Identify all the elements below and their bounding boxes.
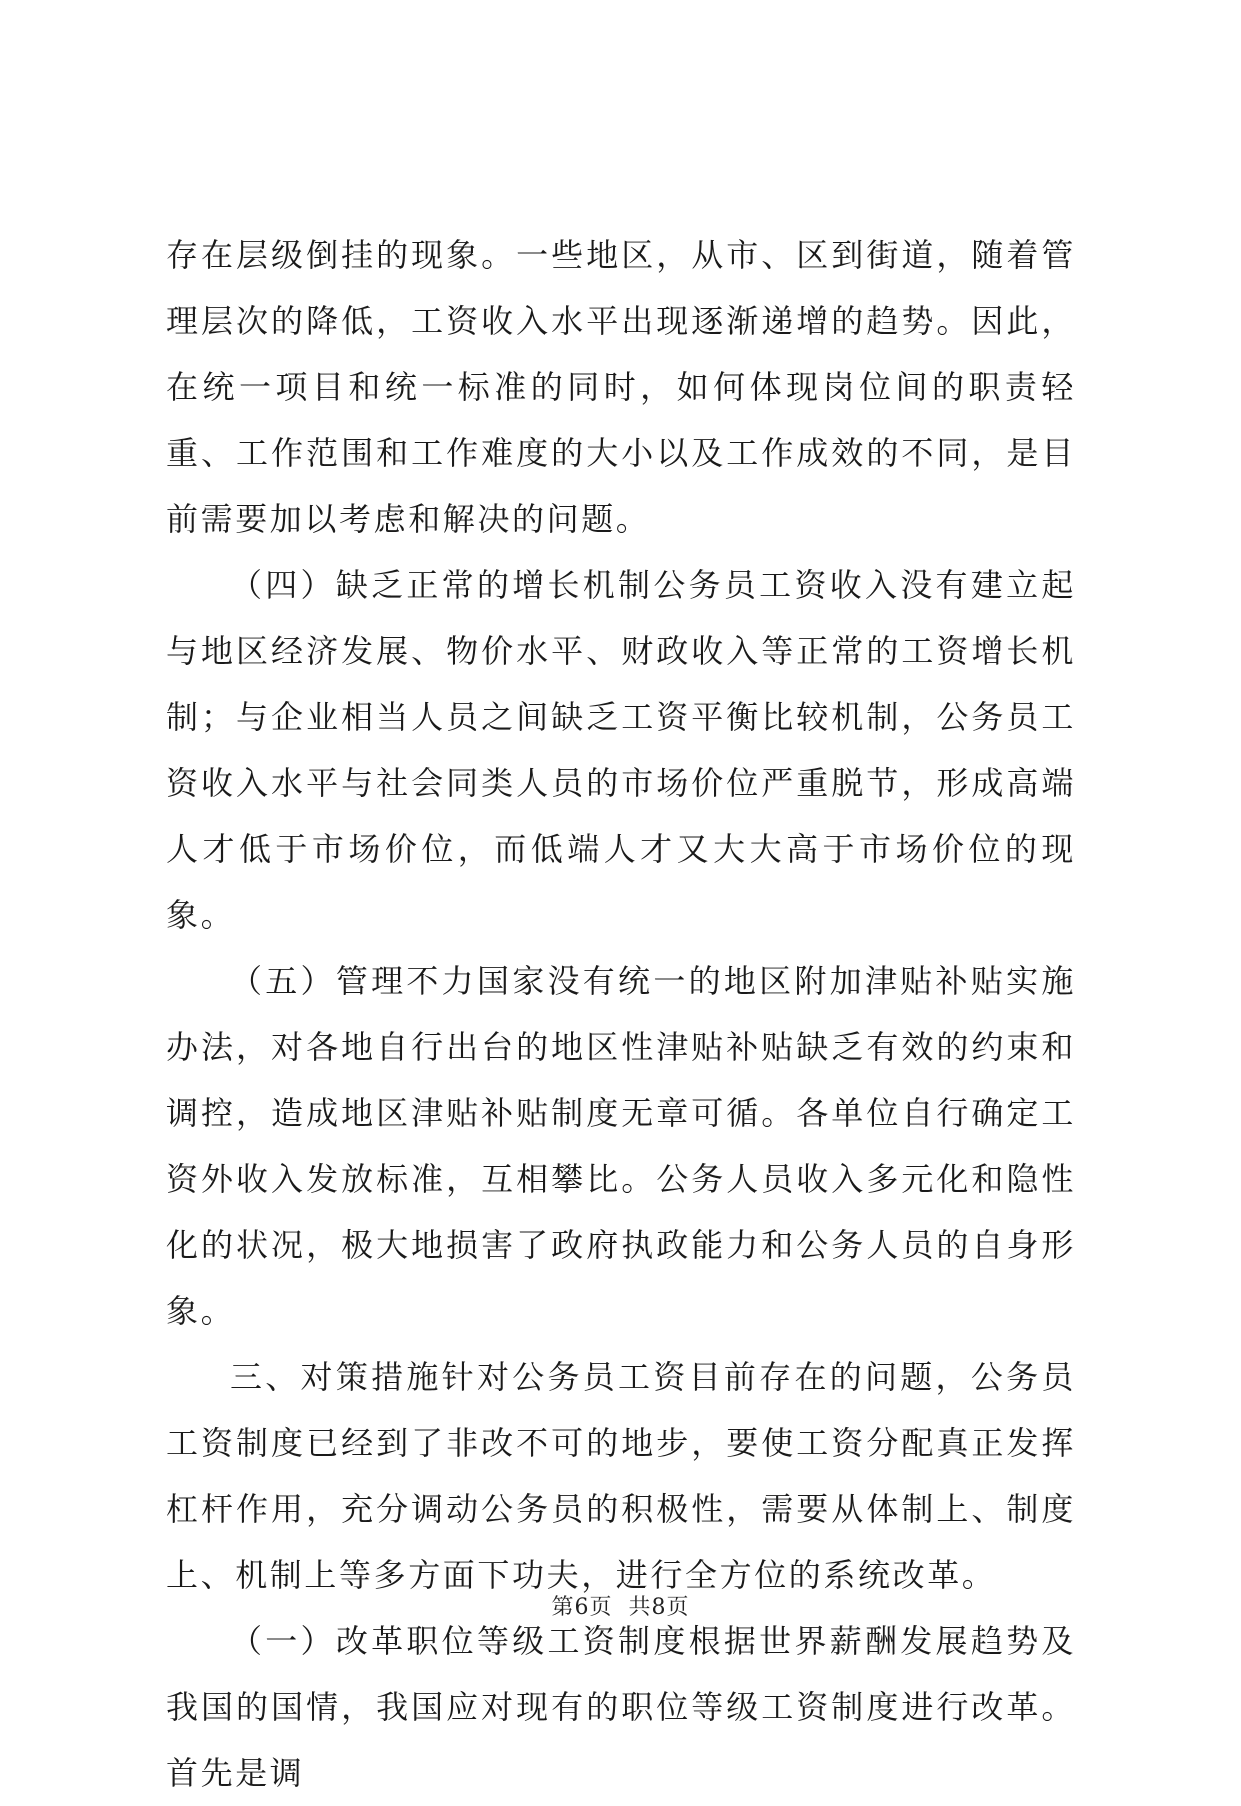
paragraph-1: 存在层级倒挂的现象。一些地区，从市、区到街道，随着管理层次的降低，工资收入水平出现逐渐递增的趋势。因此，在统一项目和统一标准的同时，如何体现岗位间的职责轻重、工作范围和工作难度的大小以及工作成效的不同，是目前需要加以考虑和解决的问题。 <box>166 236 1076 538</box>
paragraph-3: （五）管理不力国家没有统一的地区附加津贴补贴实施办法，对各地自行出台的地区性津贴补贴缺乏有效的约束和调控，造成地区津贴补贴制度无章可循。各单位自行确定工资外收入发放标准，互相攀比。公务人员收入多元化和隐性化的状况，极大地损害了政府执政能力和公务人员的自身形象。 <box>166 962 1076 1330</box>
paragraph-4: 三、对策措施针对公务员工资目前存在的问题，公务员工资制度已经到了非改不可的地步，要使工资分配真正发挥杠杆作用，充分调动公务员的积极性，需要从体制上、制度上、机制上等多方面下功夫，进行全方位的系统改革。 <box>166 1358 1076 1594</box>
page-number: 第6页 <box>551 1595 613 1620</box>
paragraph-5: （一）改革职位等级工资制度根据世界薪酬发展趋势及我国的国情，我国应对现有的职位等级工资制度进行改革。首先是调 <box>166 1622 1076 1792</box>
document-body <box>166 222 1076 1806</box>
page-footer <box>0 1590 1241 1621</box>
paragraph-2: （四）缺乏正常的增长机制公务员工资收入没有建立起与地区经济发展、物价水平、财政收入等正常的工资增长机制；与企业相当人员之间缺乏工资平衡比较机制，公务员工资收入水平与社会同类人员的市场价位严重脱节，形成高端人才低于市场价位，而低端人才又大大高于市场价位的现象。 <box>166 566 1076 934</box>
page-total: 共8页 <box>628 1595 690 1620</box>
